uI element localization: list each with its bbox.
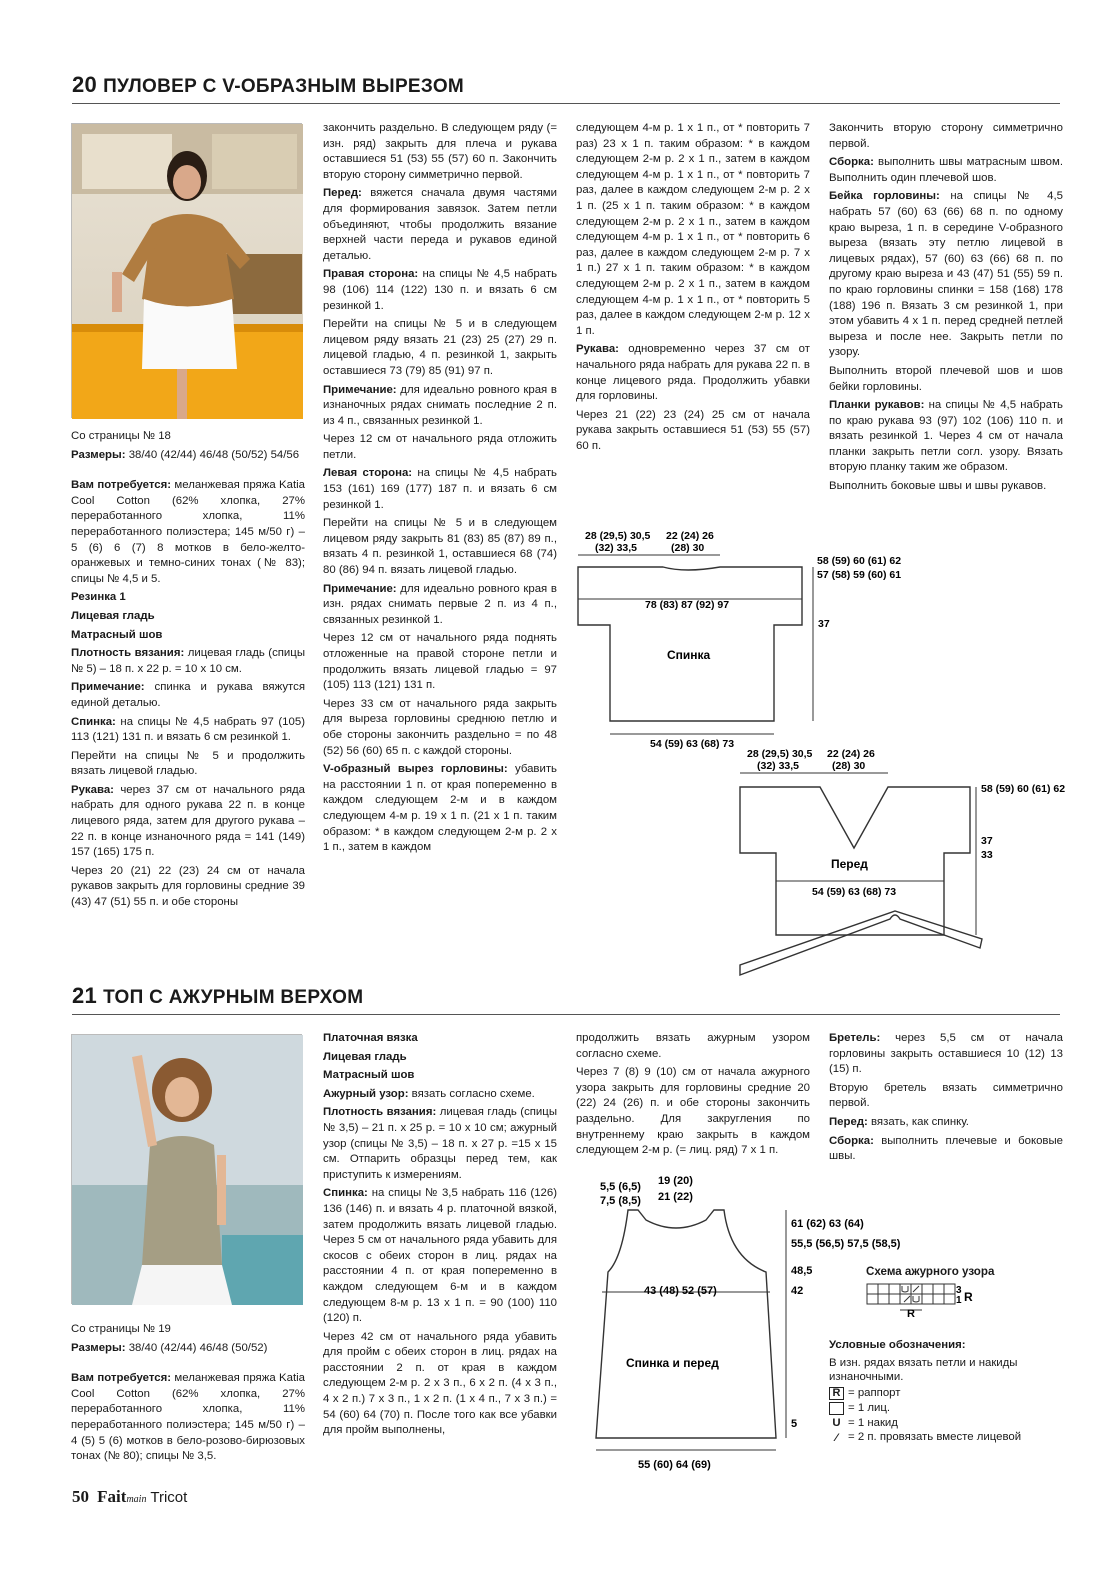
paragraph: Перейти на спицы № 5 и в следующем лицевом ряду закрыть 81 (83) 85 (87) 89 п., вязать 4 п. резинкой 1, оставшиеся 68 (74) 80 (86) 94 п. вязать лицевой гладью. xyxy=(323,517,557,577)
paragraph: Через 33 см от начального ряда закрыть для выреза горловины среднюю петлю и обе стороны закончить раздельно = по 48 (52) 56 (60) 65 п. с каждой стороны. xyxy=(323,697,557,757)
back-label: Спинка xyxy=(667,648,711,662)
chart-title: Схема ажурного узора xyxy=(866,1265,995,1278)
dim-neck-2: 21 (22) xyxy=(658,1191,693,1203)
body-label: Спинка и перед xyxy=(626,1356,719,1370)
paragraph: Планки рукавов: на спицы № 4,5 набрать по краю рукава 93 (97) 102 (106) 110 п. и вязать резинкой 1. Через 4 см от начала планки закрыть петли согл. узору. Вязать вторую планку таким же образом. xyxy=(829,399,1063,474)
section-20-column-3 xyxy=(576,121,810,457)
dim-bottom: 54 (59) 63 (68) 73 xyxy=(650,738,735,750)
paragraph: Через 12 см от начального ряда отложить петли. xyxy=(323,433,557,461)
paragraph: Правая сторона: на спицы № 4,5 набрать 98 (106) 114 (122) 130 п. и вязать 6 см резинкой 1. xyxy=(323,268,557,312)
dim-height: 58 (59) 60 (61) 62 xyxy=(981,783,1066,795)
paragraph: Через 42 см от начального ряда убавить для пройм с обеих сторон в лиц. рядах на расстоянии 2 п. от края в каждом следующем 2-м р. 2 х 3 п., 6 х 2 п. (4 х 3 п., 4 х 2 п.) 7 х 3 п., 1 х 2 п. (1 х 4 п., 7 х 3 п.) = 54 (60) 64 (70) п. После того как все убавки для пройм выполнены, xyxy=(323,1330,557,1437)
dim-height-2: 57 (58) 59 (60) 61 xyxy=(817,569,902,581)
section-20-column-1 xyxy=(71,429,305,914)
divider xyxy=(72,1014,1060,1015)
front-label: Перед xyxy=(831,857,868,871)
paragraph: Лицевая гладь xyxy=(71,609,155,622)
paragraph: Резинка 1 xyxy=(71,591,126,604)
paragraph: Матрасный шов xyxy=(71,628,163,641)
dim-neck-2: (28) 30 xyxy=(671,542,705,554)
paragraph: Ажурный узор: вязать согласно схеме. xyxy=(323,1087,535,1100)
paragraph: Рукава: через 37 см от начального ряда набрать для одного рукава 22 п. в конце лицевого ряда, затем для другого рукава – 22 п. в конце изнаночного ряда = 141 (149) 157 (165) 175 п. xyxy=(71,783,305,859)
section-title: ПУЛОВЕР С V-ОБРАЗНЫМ ВЫРЕЗОМ xyxy=(103,76,465,97)
paragraph: Сборка: выполнить швы матрасным швом. Выполнить один плечевой шов. xyxy=(829,156,1063,184)
page-number: 50 xyxy=(72,1487,89,1506)
paragraph: V-образный вырез горловины: убавить на расстоянии 1 п. от края попеременно в каждом следующем 2-м и в каждом следующем 4-м р. 19 х 1 п. (21 х 1 п. таким образом: * в каждом следующем 2-м р. 2 х 1 п., затем в каждом xyxy=(323,763,557,854)
dim-height-5: 5 xyxy=(791,1418,798,1430)
paragraph: Левая сторона: на спицы № 4,5 набрать 153 (161) 169 (177) 187 п. и вязать 6 см резинкой 1. xyxy=(323,467,557,511)
dim-height-1: 58 (59) 60 (61) 62 xyxy=(817,555,902,567)
paragraph: Примечание: для идеально ровного края в изн. рядах снимать первые 2 п. из 4 п., связанных резинкой 1. xyxy=(323,582,557,626)
dim-neck-2: (28) 30 xyxy=(832,760,866,772)
yarn-over-icon: U xyxy=(832,1416,841,1429)
paragraph: Примечание: спинка и рукава вяжутся единой деталью. xyxy=(71,681,305,709)
dim-shoulder-2: (32) 33,5 xyxy=(757,760,800,772)
paragraph: закончить раздельно. В следующем ряду (= изн. ряд) закрыть для плеча и рукава оставшиеся 51 (53) 55 (57) 60 п. Закончить вторую сторону симметрично первой. xyxy=(323,122,557,181)
paragraph: Вам потребуется: меланжевая пряжа Katia Cool Cotton (62% хлопка, 27% переработанного хлопка, 11% переработанного полиэстера; 145 м/50 г) – 4 (5) 5 (6) мотков в бело-розово-бирюзовых тонах (№ 80); спицы № 3,5. xyxy=(71,1372,305,1463)
dim-width: 78 (83) 87 (92) 97 xyxy=(645,599,730,611)
dim-strap-2: 7,5 (8,5) xyxy=(600,1195,641,1207)
paragraph: Плотность вязания: лицевая гладь (спицы № 5) – 18 п. х 22 р. = 10 х 10 см. xyxy=(71,647,306,675)
paragraph: Перейти на спицы № 5 и в следующем лицевом ряду вязать 21 (23) 25 (27) 29 п. лицевой гладью, 4 п. резинкой 1, закрыть оставшиеся 73 (79) 85 (91) 97 п. xyxy=(323,318,557,377)
legend-item-repeat: R = раппорт xyxy=(829,1386,1059,1401)
paragraph: Выполнить боковые швы и швы рукавов. xyxy=(829,480,1047,493)
paragraph: Плотность вязания: лицевая гладь (спицы № 3,5) – 21 п. х 25 р. = 10 х 10 см; ажурный узор (спицы № 3,5) – 18 п. х 27 р. =15 х 15 см. Отпарить образцы перед тем, как приступить к измерениям. xyxy=(323,1106,558,1181)
dim-side-2: 33 xyxy=(981,849,993,861)
back-schematic xyxy=(570,525,900,755)
page-footer: 50 Faitmain Tricot xyxy=(72,1487,188,1506)
paragraph: Закончить вторую сторону симметрично первой. xyxy=(829,122,1063,150)
paragraph: Перед: вязать, как спинку. xyxy=(829,1115,969,1128)
section-20-column-4 xyxy=(829,121,1063,498)
paragraph: Матрасный шов xyxy=(323,1069,415,1082)
paragraph: Сборка: выполнить плечевые и боковые швы. xyxy=(829,1134,1063,1163)
repeat-marker-bottom: R xyxy=(907,1308,915,1320)
paragraph: Через 21 (22) 23 (24) 25 см от начала рукава закрыть оставшиеся 51 (53) 55 (57) 60 п. xyxy=(576,408,810,452)
section-21-title xyxy=(72,983,364,1008)
repeat-icon: R xyxy=(829,1387,844,1400)
dim-width: 43 (48) 52 (57) xyxy=(644,1285,717,1297)
dim-shoulder-2: (32) 33,5 xyxy=(595,542,638,554)
dim-neck-1: 19 (20) xyxy=(658,1175,693,1187)
section-20-column-2 xyxy=(323,121,557,859)
paragraph: Платочная вязка xyxy=(323,1032,418,1044)
dim-bottom: 55 (60) 64 (69) xyxy=(638,1459,711,1471)
legend-title: Условные обозначения: xyxy=(829,1339,966,1351)
k2tog-icon: ⁄ xyxy=(835,1431,838,1444)
repeat-marker-right: R xyxy=(964,1290,973,1304)
text-block xyxy=(71,478,305,910)
legend-item-k2tog: ⁄ = 2 п. провязать вместе лицевой xyxy=(829,1431,1059,1446)
dim-shoulder: 28 (29,5) 30,5 xyxy=(747,748,813,760)
sizes: Размеры: 38/40 (42/44) 46/48 (50/52) xyxy=(71,1341,268,1354)
lace-chart xyxy=(866,1282,976,1318)
section-21-column-4 xyxy=(829,1031,1063,1168)
dim-height-2: 55,5 (56,5) 57,5 (58,5) xyxy=(791,1238,901,1250)
source-note: Со страницы № 18 xyxy=(71,430,171,442)
paragraph: Перейти на спицы № 5 и продолжить вязать лицевой гладью. xyxy=(71,749,305,778)
paragraph: Перед: вяжется сначала двумя частями для формирования завязок. Затем петли объединяют, чтобы продолжить вязание верхней части переда и рукавов единой деталью. xyxy=(323,187,557,262)
section-21-column-1 xyxy=(71,1322,305,1468)
paragraph: Спинка: на спицы № 4,5 набрать 97 (105) 113 (121) 131 п. и вязать 6 см резинкой 1. xyxy=(71,715,305,744)
dim-shoulder: 28 (29,5) 30,5 xyxy=(585,530,651,542)
paragraph: Вторую бретель вязать симметрично первой. xyxy=(829,1081,1063,1110)
dim-side: 37 xyxy=(818,618,830,630)
dim-neck: 22 (24) 26 xyxy=(827,748,875,760)
dim-height-4: 42 xyxy=(791,1285,804,1297)
dim-neck: 22 (24) 26 xyxy=(666,530,714,542)
paragraph: Бейка горловины: на спицы № 4,5 набрать 57 (60) 63 (66) 68 п. по одному краю выреза, 1 п. в середине V-образного выреза (вязать эту петлю лицевой в лицевых рядах), 57 (60) 63 (66) 68 п. по другому краю выреза и 43 (47) 51 (55) 59 п. по краю горловины спинки = 158 (168) 178 (188) 196 п. Вязать 3 см резинкой 1, при этом убавить 4 х 1 п. перед средней петлей выреза и после нее. Закрыть петли по узору. xyxy=(829,190,1063,359)
section-21-column-3 xyxy=(576,1031,810,1162)
paragraph: продолжить вязать ажурным узором согласно схеме. xyxy=(576,1032,810,1060)
section-number: 21 xyxy=(72,983,98,1008)
model-photo-top xyxy=(71,1034,302,1304)
paragraph: Вам потребуется: меланжевая пряжа Katia Cool Cotton (62% хлопка, 27% переработанного хлопка, 11% переработанного полиэстера; 145 м/50 г) – 5 (6) 6 (7) 8 мотков в бело-желто-оранжевых и темно-синих тонах (№ 83); спицы № 4,5 и 5. xyxy=(71,479,305,585)
section-21-column-2 xyxy=(323,1031,557,1442)
legend-item-yarn-over: U = 1 накид xyxy=(829,1416,1059,1431)
paragraph: Через 7 (8) 9 (10) см от начала ажурного узора закрыть для горловины средние 20 (22) 24 (26) п. и обе стороны закончить раздельно. Для закругления по внутреннему краю закрыть в каждом следующем 2-м р. (= лиц. ряд) 7 х 1 п. xyxy=(576,1066,810,1157)
paragraph: Спинка: на спицы № 3,5 набрать 116 (126) 136 (146) п. и вязать 4 р. платочной вязкой, затем продолжить вязать лицевой гладью. Через 5 см от начального ряда убавить для скосов с обеих сторон в лиц. рядах на расстоянии 4 п. от края попеременно в каждом следующем 6-м и в каждом следующем 8-м р. 13 х 1 п. = 90 (100) 110 (120) п. xyxy=(323,1187,557,1325)
row-number-1: 1 xyxy=(956,1295,962,1306)
empty-square-icon xyxy=(829,1402,844,1415)
legend-item-knit: = 1 лиц. xyxy=(829,1401,1059,1416)
paragraph: следующем 4-м р. 1 х 1 п., от * повторить 7 раз) 23 х 1 п. таким образом: * в каждом следующем 2-м р. 2 х 1 п., затем в каждом следующем 4-м р. 1 х 1 п., от * повторить 7 раз, далее в каждом следующем 2-м р. 2 х 1 п. (25 х 1 п. таким образом: * в каждом следующем 2-м р. 2 х 1 п., затем в каждом следующем 4-м р. 1 х 1 п., от * повторить 6 раз, далее в каждом следующем 2-м р. 7 х 1 п.) 27 х 1 п. таким образом: * в каждом следующем 2-м р. 2 х 1 п., затем в каждом следующем 4-м р. 1 х 1 п., от * повторить 5 раз, далее в каждом следующем 2-м р. 12 х 1 п. xyxy=(576,122,810,337)
paragraph: Выполнить второй плечевой шов и шов бейки горловины. xyxy=(829,364,1063,393)
paragraph: Бретель: через 5,5 см от начала горловины закрыть оставшиеся 10 (12) 13 (15) п. xyxy=(829,1032,1063,1076)
legend xyxy=(829,1338,1059,1446)
paragraph: Через 12 см от начального ряда поднять отложенные на правой стороне петли и продолжить вязать лицевой гладью = 97 (105) 113 (121) 131 п. xyxy=(323,632,557,692)
brand-logo: Fait xyxy=(97,1487,127,1506)
dim-height-3: 48,5 xyxy=(791,1265,813,1277)
divider xyxy=(72,103,1060,104)
dim-bottom: 54 (59) 63 (68) 73 xyxy=(812,886,897,898)
section-20-title xyxy=(72,72,465,97)
source-note: Со страницы № 19 xyxy=(71,1323,171,1335)
paragraph: Лицевая гладь xyxy=(323,1050,407,1063)
section-title: ТОП С АЖУРНЫМ ВЕРХОМ xyxy=(103,987,364,1008)
sizes: Размеры: 38/40 (42/44) 46/48 (50/52) 54/56 xyxy=(71,448,300,461)
dim-side-1: 37 xyxy=(981,835,993,847)
dim-strap-1: 5,5 (6,5) xyxy=(600,1181,641,1193)
model-photo-pullover xyxy=(71,123,302,418)
paragraph: Через 20 (21) 22 (23) 24 см от начала рукавов закрыть для горловины средние 39 (43) 47 (51) 55 п. и обе стороны xyxy=(71,864,305,909)
dim-height-1: 61 (62) 63 (64) xyxy=(791,1218,864,1230)
legend-note: В изн. рядах вязать петли и накиды изнаночными. xyxy=(829,1356,1018,1383)
front-schematic xyxy=(730,743,1090,993)
paragraph: Примечание: для идеально ровного края в изнаночных рядах снимать последние 2 п. из 4 п., связанных резинкой 1. xyxy=(323,383,557,427)
section-number: 20 xyxy=(72,72,98,97)
row-number-3: 3 xyxy=(956,1285,962,1296)
paragraph: Рукава: одновременно через 37 см от начального ряда набрать для рукава 22 п. в конце лицевого ряда. Продолжить убавки для горловины. xyxy=(576,343,810,403)
brand-suffix: Tricot xyxy=(150,1489,188,1506)
